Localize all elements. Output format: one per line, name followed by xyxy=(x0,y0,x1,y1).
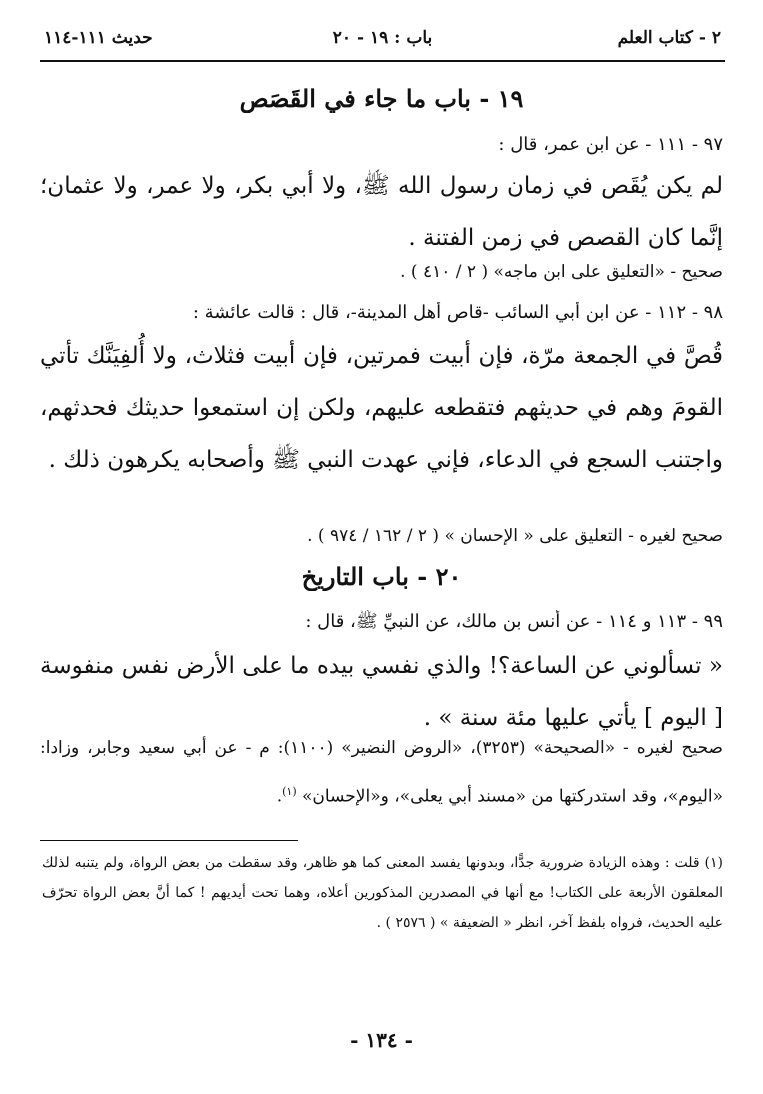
hadith-grade: صحيح لغيره - «الصحيحة» (٣٢٥٣)، «الروض النضير» (١١٠٠): م - عن أبي سعيد وجابر، وزادا: «اليوم»، وقد استدركتها من «مسند أبي يعلى»، و«الإحسان» $^{(١)}$. xyxy=(40,738,723,807)
page-number: - ١٣٤ - xyxy=(350,1028,413,1052)
running-header xyxy=(40,26,725,62)
hadith-grade-text: صحيح لغيره - «الصحيحة» (٣٢٥٣)، «الروض النضير» (١١٠٠): م - عن أبي سعيد وجابر، وزادا: «اليوم»، وقد استدركتها من «مسند أبي يعلى»، و«الإحسان» xyxy=(40,738,723,807)
footnote-divider xyxy=(40,840,298,841)
section-heading: ٢٠ - باب التاريخ xyxy=(301,562,462,591)
book-title: ٢ - كتاب العلم xyxy=(617,28,721,48)
hadith-grade: صحيح - «التعليق على ابن ماجه» ( ٢ / ٤١٠ ) . xyxy=(400,262,723,282)
section-heading: ١٩ - باب ما جاء في القَصَص xyxy=(239,84,524,113)
hadith-grade: صحيح لغيره - التعليق على « الإحسان » ( ٢ / ١٦٢ / ٩٧٤ ) . xyxy=(307,526,723,546)
hadith-range: حديث ١١١-١١٤ xyxy=(44,28,153,48)
hadith-text: لم يكن يُقَص في زمان رسول الله ﷺ، ولا أبي بكر، ولا عمر، ولا عثمان؛ إنَّما كان القصص في زمن الفتنة . xyxy=(40,173,723,251)
hadith-isnad: ٩٩ - ١١٣ و ١١٤ - عن أنس بن مالك، عن النبيِّ ﷺ، قال : xyxy=(305,611,723,632)
hadith-isnad: ٩٧ - ١١١ - عن ابن عمر، قال : xyxy=(498,134,723,155)
hadith-text: قُصَّ في الجمعة مرّة، فإن أبيت فمرتين، فإن أبيت فثلاث، ولا أُلفِيَنَّك تأتي القومَ وهم في حديثهم فتقطعه عليهم، ولكن إن استمعوا حديثك فحدثهم، واجتنب السجع في الدعاء، فإني عهدت النبي ﷺ وأصحابه يكرهون ذلك . xyxy=(40,343,723,473)
hadith-text: « تسألوني عن الساعة؟! والذي نفسي بيده ما على الأرض نفس منفوسة [ اليوم ] يأتي عليها مئة سنة » . xyxy=(40,653,723,731)
chapter-range: باب : ١٩ - ٢٠ xyxy=(332,28,433,48)
hadith-isnad: ٩٨ - ١١٢ - عن ابن أبي السائب -قاص أهل المدينة-، قال : قالت عائشة : xyxy=(192,302,723,323)
footnote: (١) قلت : وهذه الزيادة ضرورية جدًّا، وبدونها يفسد المعنى كما هو ظاهر، وقد سقطت من بعض الرواة، ولم يتنبه لذلك المعلقون الأربعة على الكتاب! مع أنها في المصدرين المذكورين أعلاه، وهما تحت أيديهم ! كما أنَّ بعض الرواة تحرّف عليه الحديث، فرواه بلفظ آخر، انظر « الضعيفة » ( ٢٥٧٦ ) . xyxy=(42,855,723,931)
footnote-ref: (١) xyxy=(282,785,297,798)
